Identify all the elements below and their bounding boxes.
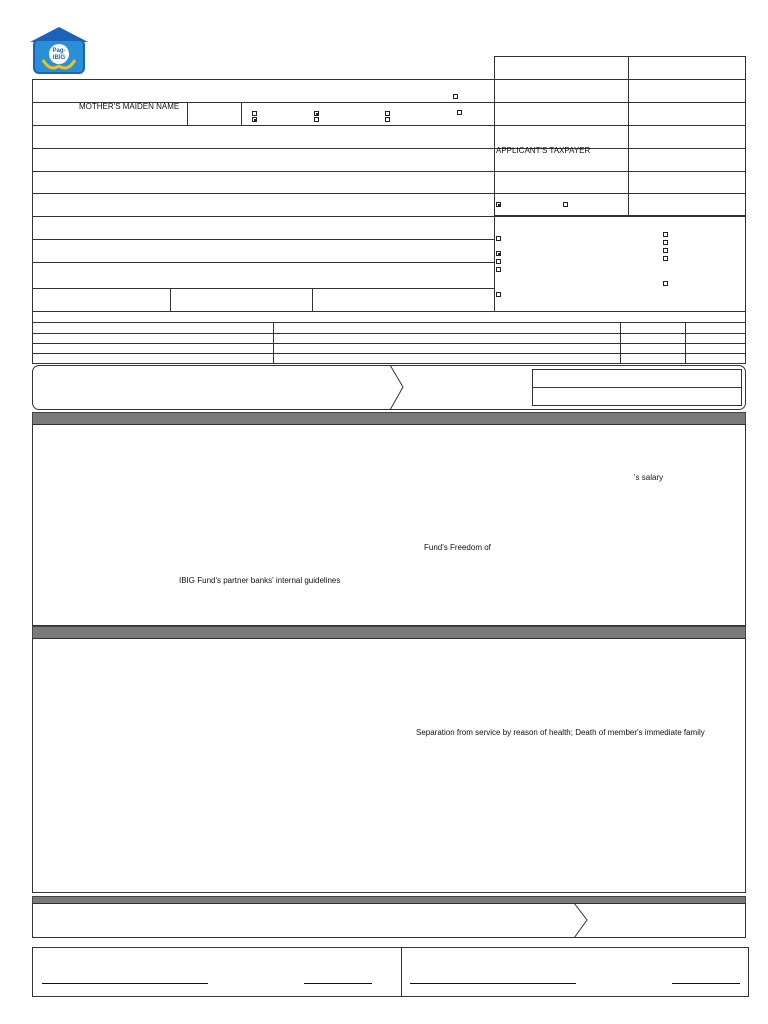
applicant-taxpayer-label: APPLICANT'S TAXPAYER (496, 146, 591, 155)
checkbox[interactable] (663, 281, 668, 286)
checkbox[interactable] (314, 117, 319, 122)
checkbox[interactable] (385, 111, 390, 116)
checkbox[interactable] (496, 267, 501, 272)
signature-line[interactable] (42, 983, 208, 984)
checkbox[interactable] (663, 240, 668, 245)
checkbox[interactable] (496, 251, 501, 256)
pagibig-logo-icon (28, 26, 90, 76)
date-line[interactable] (304, 983, 372, 984)
checkbox[interactable] (496, 202, 501, 207)
reasons-text-separation: Separation from service by reason of health; Death of member's immediate family (416, 728, 705, 737)
svg-text:Pag-: Pag- (52, 48, 66, 54)
checkbox[interactable] (496, 236, 501, 241)
signature-box-right (401, 947, 749, 997)
certification-text-partner-banks: IBIG Fund's partner banks' internal guidelines (179, 576, 341, 585)
right-top-block (494, 56, 746, 216)
checkbox[interactable] (252, 111, 257, 116)
svg-text:IBIG: IBIG (52, 55, 66, 61)
checkbox[interactable] (663, 232, 668, 237)
chevron-right-icon (389, 365, 405, 410)
personal-info-block (32, 79, 495, 312)
checkbox[interactable] (663, 256, 668, 261)
mothers-maiden-name-label: MOTHER'S MAIDEN NAME (79, 102, 180, 111)
pagibig-logo (28, 26, 90, 76)
chevron-right-icon (573, 903, 589, 938)
checkbox[interactable] (496, 259, 501, 264)
reasons-section (32, 638, 746, 893)
signature-line[interactable] (410, 983, 576, 984)
checkbox[interactable] (385, 117, 390, 122)
certification-section (32, 424, 746, 626)
bottom-instruction-box (32, 903, 746, 938)
certification-text-freedom: Fund's Freedom of (424, 543, 491, 552)
checkbox[interactable] (496, 292, 501, 297)
checkbox[interactable] (453, 94, 458, 99)
loan-table (32, 311, 746, 364)
checkbox[interactable] (663, 248, 668, 253)
checkbox[interactable] (252, 117, 257, 122)
checkbox[interactable] (457, 110, 462, 115)
checkbox[interactable] (314, 111, 319, 116)
checkbox[interactable] (563, 202, 568, 207)
right-middle-block (494, 216, 746, 312)
signature-box-left (32, 947, 402, 997)
certification-text-salary: 's salary (634, 473, 664, 482)
date-line[interactable] (672, 983, 740, 984)
